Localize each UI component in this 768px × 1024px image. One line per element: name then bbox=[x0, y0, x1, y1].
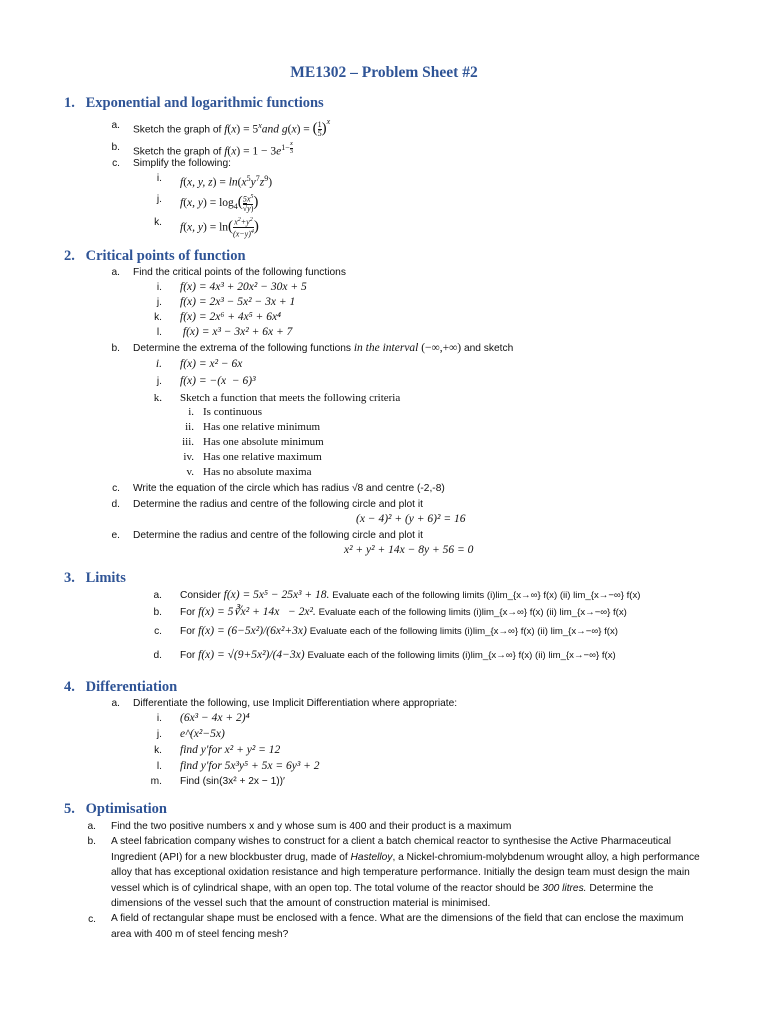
s2-e-equation: x² + y² + 14x − 8y + 56 = 0 bbox=[344, 544, 474, 556]
section-4-heading: 4. Differentiation bbox=[64, 679, 178, 695]
s5-item-b-text: A steel fabrication company wishes to construct for a client a batch chemical reactor to synthesise the Active Pharmaceutical Ingredient (API) for a new blockbuster drug, made of Hastelloy, a Nickel-chromium-molybdenum wrought alloy, a high performance alloy that has exceptional oxidation resistance and high temperature performance. Initially the design team must design the main vessel which is of cylindrical shape, with an open top. The total volume of the reactor should be 300 litres. Determine the dimensions of the vessel such that the amount of construction material is minimised. bbox=[111, 836, 700, 909]
section-2-heading: 2. Critical points of function bbox=[64, 248, 246, 264]
section-5-heading: 5. Optimisation bbox=[64, 801, 167, 817]
section-1-heading: 1. Exponential and logarithmic functions bbox=[64, 95, 324, 111]
s2-d-equation: (x − 4)² + (y + 6)² = 16 bbox=[356, 513, 466, 525]
problem-sheet-page: ME1302 – Problem Sheet #2 1. Exponential and logarithmic functions a. Sketch the graph of $f(x) = 5^xand$ g(x) = ( $\frac{1}{5}$ )$^x$ b. Sketch the graph of $f(x) = 1 - 3e^{1- \frac{x}{3}}$ c. Simplify the following: i. f(x, y, $z) = \ln(x^5y^7z^9)$ j. f(x, $y) = \log_4$( $\frac{5x^5}{√y)}$ ) k. f(x, y) = ln( $\frac{x^2+y^2}{(x-y)^4}$ ) 2. Critical points of function a. Find the critical points of the following functions i. f(x) = 4x³ + 20x² − 30x + 5 j. f(x) = 2x³ − 5x² − 3x + 1 k. f(x) = 2x⁶ + 4x⁵ + 6x⁴ l. f(x) = x³ − 3x² + 6x + 7 b. Determine the extrema of the following functions in the interval (−∞,+∞) and sketch i. f(x) = x² − 6x j. f(x) = −(x − 6)³ k. Sketch a function that meets the following criteria i. Is continuous ii. Has one relative minimum iii. Has one absolute minimum iv. Has one relative maximum v. Has no absolute maxima c. Write the equation of the circle which has radius √8 and centre (-2,-8) d. Determine the radius and centre of the following circle and plot it (x − 4)² + (y + 6)² = 16 e. Determine the radius and centre of the following circle and plot it x² + y² + 14x − 8y + 56 = 0 3. Limits a. Consider f(x) = 5x⁵ − 25x³ + 18. Evaluate each of the following limits (i)lim_{x→∞} f(x) (ii) lim_{x→−∞} f(x) b. For f(x) = 5∛x² + 14x − 2x². Evaluate each of the following limits (i)lim_{x→∞} f(x) (ii) lim_{x→−∞} f(x) c. For f(x) = (6−5x²)/(6x²+3x) Evaluate each of the following limits (i)lim_{x→∞} f(x) (ii) lim_{x→−∞} f(x) d. For f(x) = √(9+5x²)/(4−3x) Evaluate each of the following limits (i)lim_{x→∞} f(x) (ii) lim_{x→−∞} f(x) 4. Differentiation a. Differentiate the following, use Implicit Differentiation where appropriate: i. (6x³ − 4x + 2)⁴ j. e^(x²−5x) k. find y′for x² + y² = 12 l. find y′for 5x³y⁵ + 5x = 6y³ + 2 m. Find (sin(3x² + 2x − 1))′ 5. Optimisation a. Find the two positive numbers x and y whose sum is 400 and their product is a maximum b. A steel fabrication company wishes to construct for a client a batch chemical reactor to synthesise the Active Pharmaceutical Ingredient (API) for a new blockbuster drug, made of Hastelloy, a Nickel-chromium-molybdenum wrought alloy, a high performance alloy that has exceptional oxidation resistance and high temperature performance. Initially the design team must design the main vessel which is of cylindrical shape, with an open top. The total volume of the reactor should be 300 litres. Determine the dimensions of the vessel such that the amount of construction material is minimised. c. A field of rectangular shape must be enclosed with a fence. What are the dimensions of the field that can enclose the maximum area with 400 m of steel fencing mesh? bbox=[0, 0, 768, 1024]
section-3-heading: 3. Limits bbox=[64, 570, 126, 586]
s1-a-math: f bbox=[224, 123, 228, 136]
page-title: ME1302 – Problem Sheet #2 bbox=[290, 64, 478, 81]
s5-item-c-text: A field of rectangular shape must be enclosed with a fence. What are the dimensions of the field that can enclose the maximum area with 400 m of steel fencing mesh? bbox=[111, 913, 684, 940]
